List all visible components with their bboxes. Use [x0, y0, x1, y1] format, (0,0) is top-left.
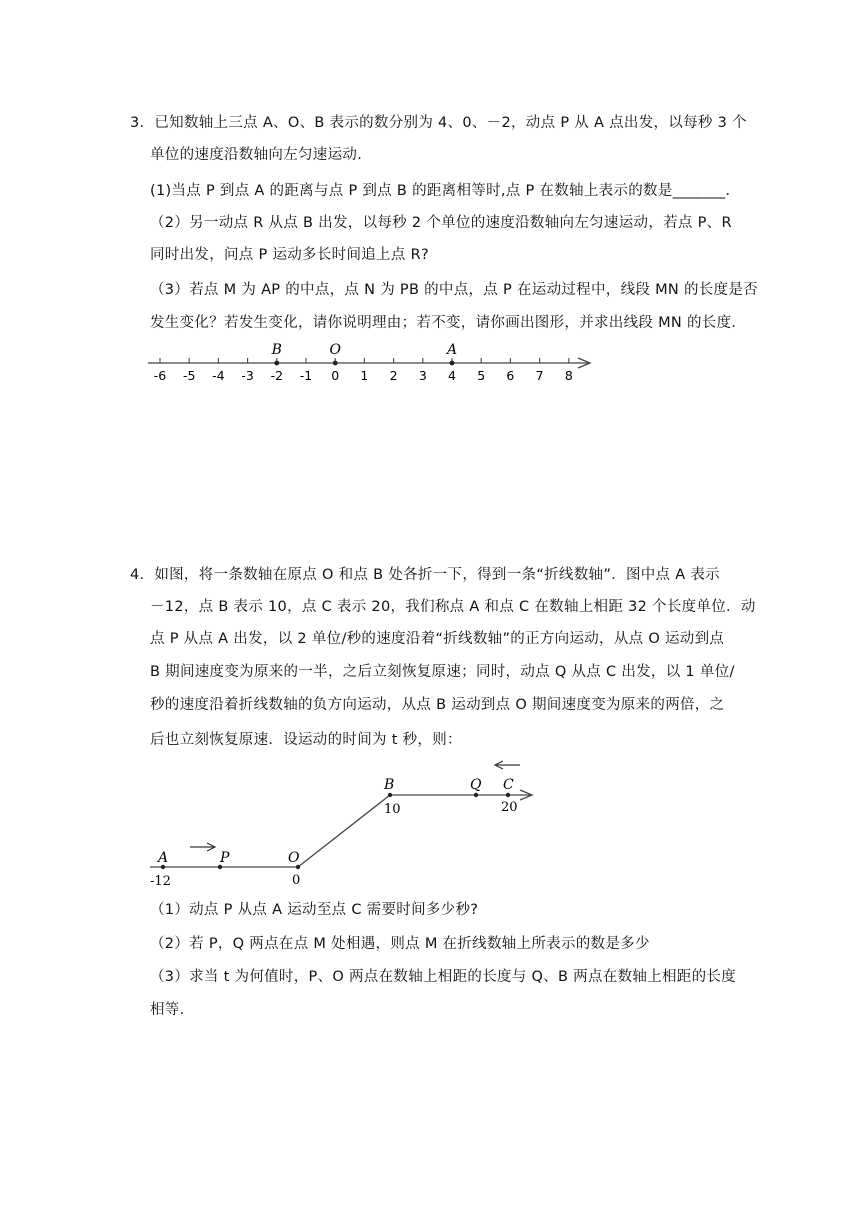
tick-label: -5 — [182, 368, 196, 383]
tick-label: 4 — [448, 368, 456, 383]
q4-line-5: 秒的速度沿着折线数轴的负方向运动，从点 B 运动到点 O 期间速度变为原来的两倍，之 — [150, 697, 725, 713]
point-b-dot — [388, 793, 392, 797]
tick-label: 0 — [331, 368, 340, 383]
point-q-dot — [474, 793, 478, 797]
tick-label: 2 — [389, 368, 398, 383]
tick-label: 5 — [477, 368, 486, 383]
point-o-label: O — [288, 850, 300, 866]
tick-label: 8 — [564, 368, 573, 383]
tick-label: 6 — [506, 368, 515, 383]
q3-part1: (1)当点 P 到点 A 的距离与点 P 到点 B 的距离相等时,点 P 在数轴上表示的数是_______． — [150, 183, 741, 199]
point-a-dot — [450, 361, 455, 366]
q4-part2: （2）若 P，Q 两点在点 M 处相遇，则点 M 在折线数轴上所表示的数是多少 — [150, 936, 650, 952]
q3-number-line — [0, 340, 860, 400]
point-b-label: B — [271, 342, 282, 358]
point-a-label: A — [158, 850, 169, 866]
q4-part3-line-2: 相等． — [150, 1002, 195, 1018]
q3-part2-line-2: 同时出发，问点 P 运动多长时间追上点 R? — [150, 247, 429, 263]
point-q-label: Q — [470, 777, 482, 793]
q3-part2-line-1: （2）另一动点 R 从点 B 出发，以每秒 2 个单位的速度沿数轴向左匀速运动，若点 P、R — [150, 215, 732, 231]
tick-label: 3 — [418, 368, 427, 383]
point-b-label: B — [384, 777, 395, 793]
q4-line-3: 点 P 从点 A 出发，以 2 单位/秒的速度沿着“折线数轴”的正方向运动，从点 O 运动到点 — [150, 631, 725, 647]
point-b-value: 10 — [384, 802, 401, 817]
tick-label: 1 — [360, 368, 369, 383]
q3-part3-line-2: 发生变化？若发生变化，请你说明理由；若不变，请你画出图形，并求出线段 MN 的长度． — [150, 315, 747, 331]
tick-label: -3 — [241, 368, 254, 383]
folded-axis-line — [150, 795, 530, 867]
tick-label: -2 — [270, 368, 284, 383]
tick-label: -1 — [299, 368, 313, 383]
q3-part3-line-1: （3）若点 M 为 AP 的中点，点 N 为 PB 的中点，点 P 在运动过程中，线段 MN 的长度是否 — [150, 282, 758, 298]
q4-folded-number-line — [0, 755, 860, 890]
tick-label: -6 — [153, 368, 167, 383]
q4-line-4: B 期间速度变为原来的一半，之后立刻恢复原速；同时，动点 Q 从点 C 出发，以 1 单位/ — [150, 664, 735, 680]
q4-line-1: 4．如图，将一条数轴在原点 O 和点 B 处各折一下，得到一条“折线数轴”．图中点 A 表示 — [130, 567, 720, 583]
point-a-label: A — [446, 342, 458, 358]
point-c-label: C — [503, 777, 514, 793]
point-c-dot — [506, 793, 510, 797]
point-b-dot — [274, 361, 279, 366]
q4-line-2: －12，点 B 表示 10，点 C 表示 20，我们称点 A 和点 C 在数轴上相距 32 个长度单位．动 — [150, 599, 756, 615]
q4-part1: （1）动点 P 从点 A 运动至点 C 需要时间多少秒? — [150, 902, 479, 918]
point-p-label: P — [220, 850, 230, 866]
point-o-dot — [333, 361, 338, 366]
point-o-label: O — [329, 342, 341, 358]
q4-part3-line-1: （3）求当 t 为何值时，P、O 两点在数轴上相距的长度与 Q、B 两点在数轴上相距的长度 — [150, 969, 736, 985]
tick-label: -4 — [212, 368, 225, 383]
q3-line-1: 3．已知数轴上三点 A、O、B 表示的数分别为 4、0、－2，动点 P 从 A 点出发，以每秒 3 个 — [130, 115, 747, 131]
point-a-value: -12 — [150, 874, 171, 889]
tick-label: 7 — [535, 368, 544, 383]
q3-line-2: 单位的速度沿数轴向左匀速运动． — [150, 147, 372, 163]
point-o-value: 0 — [292, 873, 301, 888]
point-c-value: 20 — [501, 800, 518, 815]
q4-line-6: 后也立刻恢复原速．设运动的时间为 t 秒，则： — [150, 732, 462, 748]
